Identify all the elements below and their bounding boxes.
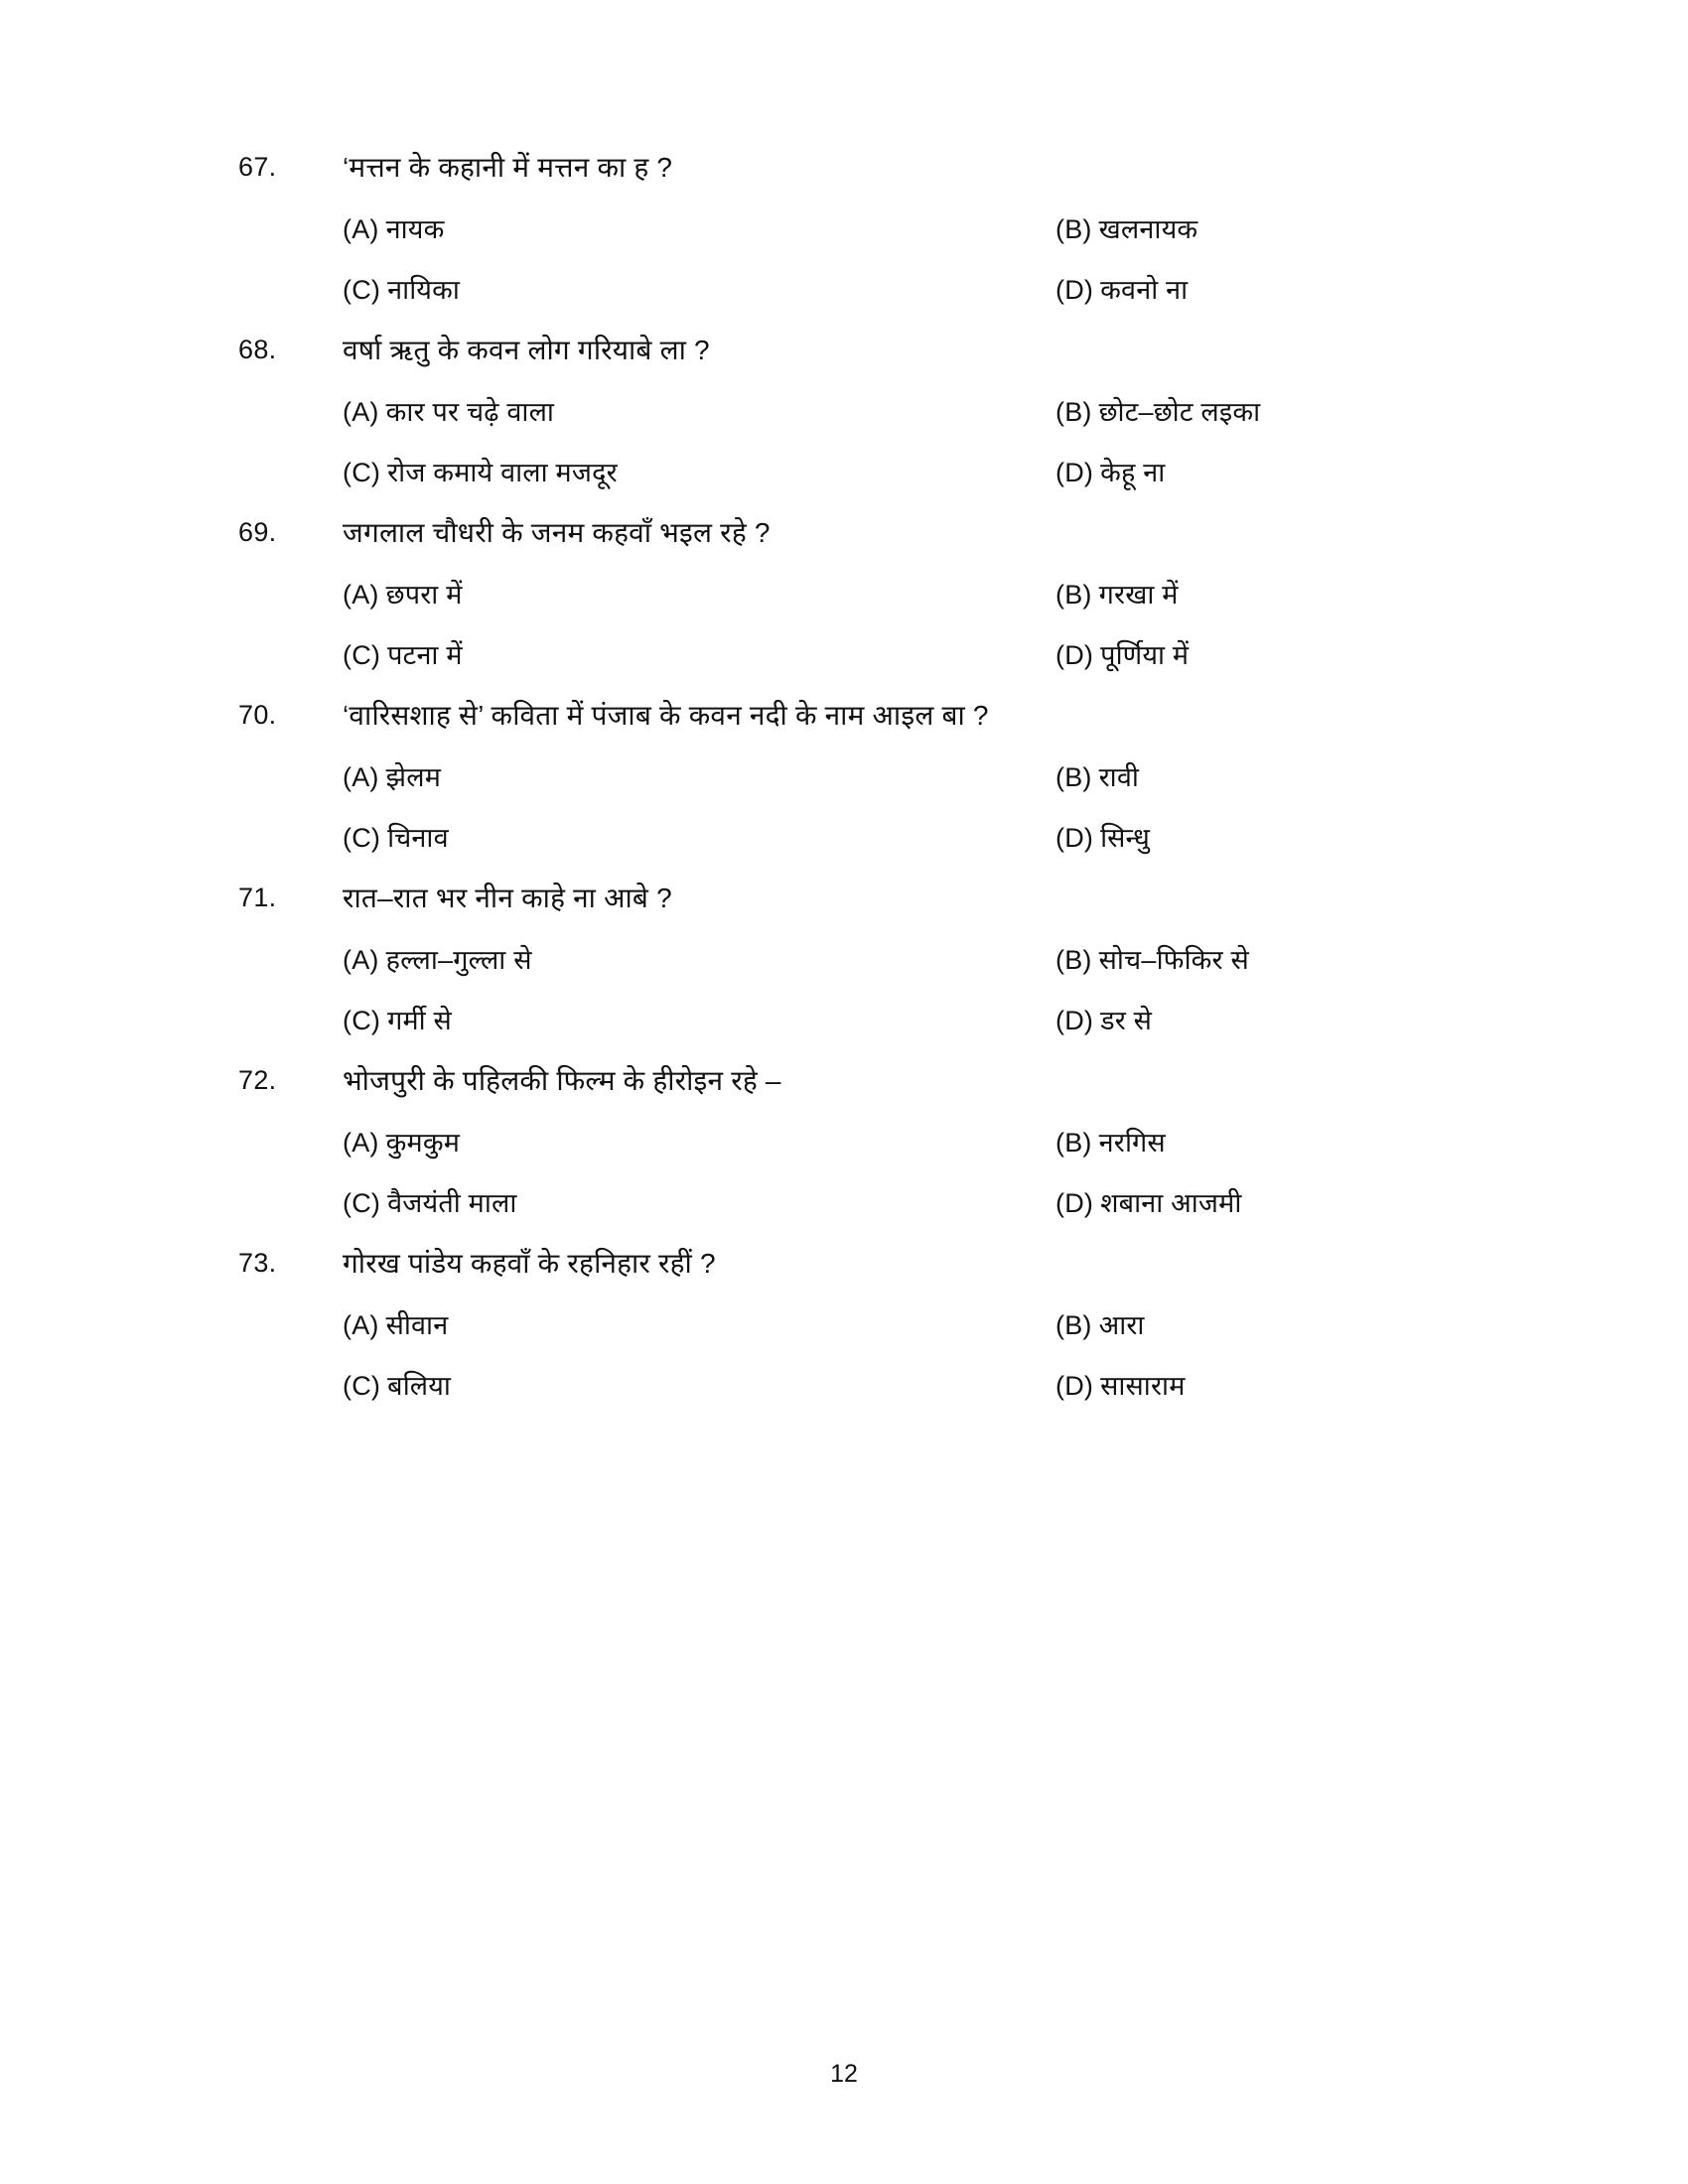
option-label: वैजयंती माला (387, 1187, 517, 1218)
question-heading (238, 332, 1489, 369)
option-label: गरखा में (1098, 579, 1179, 610)
option-tag: (A) (343, 944, 379, 975)
question-text: वर्षा ऋतु के कवन लोग गरियाबे ला ? (343, 334, 710, 365)
option-tag: (A) (343, 213, 379, 244)
option-list (343, 212, 1489, 308)
option-label: चिनाव (387, 822, 449, 853)
option-label: पटना में (387, 639, 463, 670)
option-a[interactable] (343, 578, 938, 613)
question-number: 67. (238, 152, 277, 182)
option-list (343, 760, 1489, 856)
question-block (238, 880, 1489, 1038)
option-tag: (C) (343, 457, 381, 487)
option-label: हल्ला–गुल्ला से (385, 944, 532, 975)
option-b[interactable] (938, 943, 1489, 978)
option-tag: (C) (343, 1370, 381, 1401)
option-tag: (B) (1055, 1309, 1092, 1340)
question-block (238, 697, 1489, 856)
option-label: खलनायक (1098, 213, 1198, 244)
option-c[interactable] (343, 273, 938, 308)
question-text: गोरख पांडेय कहवाँ के रहनिहार रहीं ? (343, 1247, 716, 1279)
option-tag: (B) (1055, 944, 1092, 975)
option-b[interactable] (938, 1308, 1489, 1343)
option-label: रावी (1098, 761, 1140, 792)
option-label: कार पर चढ़े वाला (385, 396, 555, 427)
option-d[interactable] (938, 456, 1489, 490)
option-tag: (D) (1055, 822, 1094, 853)
option-tag: (D) (1055, 1187, 1094, 1218)
option-a[interactable] (343, 395, 938, 430)
option-tag: (D) (1055, 1370, 1094, 1401)
option-c[interactable] (343, 638, 938, 673)
option-list (343, 1126, 1489, 1221)
option-c[interactable] (343, 1369, 938, 1404)
question-block (238, 332, 1489, 490)
option-label: शबाना आजमी (1100, 1187, 1242, 1218)
question-heading (238, 697, 1489, 735)
option-label: रोज कमाये वाला मजदूर (387, 457, 618, 487)
question-number: 73. (238, 1247, 277, 1278)
option-label: कुमकुम (385, 1127, 461, 1158)
option-label: केहू ना (1100, 457, 1166, 487)
option-label: झेलम (385, 761, 442, 792)
question-text: भोजपुरी के पहिलकी फिल्म के हीरोइन रहे – (343, 1064, 781, 1096)
option-d[interactable] (938, 1004, 1489, 1038)
option-label: सासाराम (1100, 1370, 1186, 1401)
question-block (238, 1062, 1489, 1221)
question-number: 68. (238, 334, 277, 364)
option-tag: (D) (1055, 639, 1094, 670)
option-tag: (B) (1055, 1127, 1092, 1158)
question-text: रात–रात भर नीन काहे ना आबे ? (343, 882, 672, 913)
option-list (343, 578, 1489, 673)
option-label: नरगिस (1098, 1127, 1166, 1158)
option-d[interactable] (938, 821, 1489, 856)
option-tag: (A) (343, 761, 379, 792)
question-block (238, 514, 1489, 673)
option-list (343, 395, 1489, 490)
option-label: डर से (1100, 1005, 1153, 1035)
option-label: सिन्धु (1100, 822, 1151, 853)
option-tag: (C) (343, 822, 381, 853)
question-text: ‘वारिसशाह से’ कविता में पंजाब के कवन नदी के नाम आइल बा ? (343, 699, 989, 731)
option-tag: (D) (1055, 457, 1094, 487)
question-heading (238, 1062, 1489, 1100)
option-a[interactable] (343, 1126, 938, 1160)
option-d[interactable] (938, 273, 1489, 308)
option-a[interactable] (343, 212, 938, 247)
option-b[interactable] (938, 760, 1489, 795)
option-label: नायक (385, 213, 445, 244)
option-label: गर्मी से (387, 1005, 452, 1035)
question-block (238, 1245, 1489, 1404)
option-tag: (C) (343, 274, 381, 305)
question-block (238, 149, 1489, 308)
option-tag: (B) (1055, 761, 1092, 792)
question-number: 70. (238, 699, 277, 730)
option-list (343, 1308, 1489, 1404)
option-a[interactable] (343, 1308, 938, 1343)
option-list (343, 943, 1489, 1038)
option-b[interactable] (938, 212, 1489, 247)
option-tag: (C) (343, 639, 381, 670)
option-label: सीवान (385, 1309, 449, 1340)
option-tag: (A) (343, 396, 379, 427)
question-number: 71. (238, 882, 277, 912)
option-label: छोट–छोट लइका (1098, 396, 1261, 427)
option-tag: (B) (1055, 213, 1092, 244)
question-heading (238, 149, 1489, 187)
question-text: जगलाल चौधरी के जनम कहवाँ भइल रहे ? (343, 516, 771, 548)
option-label: कवनो ना (1100, 274, 1189, 305)
option-tag: (B) (1055, 579, 1092, 610)
question-number: 69. (238, 516, 277, 547)
option-label: नायिका (387, 274, 461, 305)
option-b[interactable] (938, 1126, 1489, 1160)
option-label: छपरा में (385, 579, 463, 610)
option-tag: (D) (1055, 1005, 1094, 1035)
option-b[interactable] (938, 395, 1489, 430)
option-tag: (B) (1055, 396, 1092, 427)
question-text: ‘मत्तन के कहानी में मत्तन का ह ? (343, 152, 673, 183)
option-a[interactable] (343, 943, 938, 978)
option-tag: (C) (343, 1187, 381, 1218)
question-heading (238, 514, 1489, 552)
option-tag: (C) (343, 1005, 381, 1035)
question-heading (238, 1245, 1489, 1283)
option-tag: (D) (1055, 274, 1094, 305)
question-number: 72. (238, 1064, 277, 1095)
option-label: आरा (1098, 1309, 1145, 1340)
option-tag: (A) (343, 579, 379, 610)
question-heading (238, 880, 1489, 917)
option-tag: (A) (343, 1127, 379, 1158)
option-d[interactable] (938, 1186, 1489, 1221)
option-c[interactable] (343, 1004, 938, 1038)
option-c[interactable] (343, 821, 938, 856)
option-d[interactable] (938, 1369, 1489, 1404)
option-label: पूर्णिया में (1100, 639, 1190, 670)
option-a[interactable] (343, 760, 938, 795)
page-number: 12 (830, 2060, 858, 2088)
option-b[interactable] (938, 578, 1489, 613)
option-label: बलिया (387, 1370, 452, 1401)
option-c[interactable] (343, 456, 938, 490)
option-label: सोच–फिकिर से (1098, 944, 1249, 975)
option-c[interactable] (343, 1186, 938, 1221)
option-tag: (A) (343, 1309, 379, 1340)
option-d[interactable] (938, 638, 1489, 673)
